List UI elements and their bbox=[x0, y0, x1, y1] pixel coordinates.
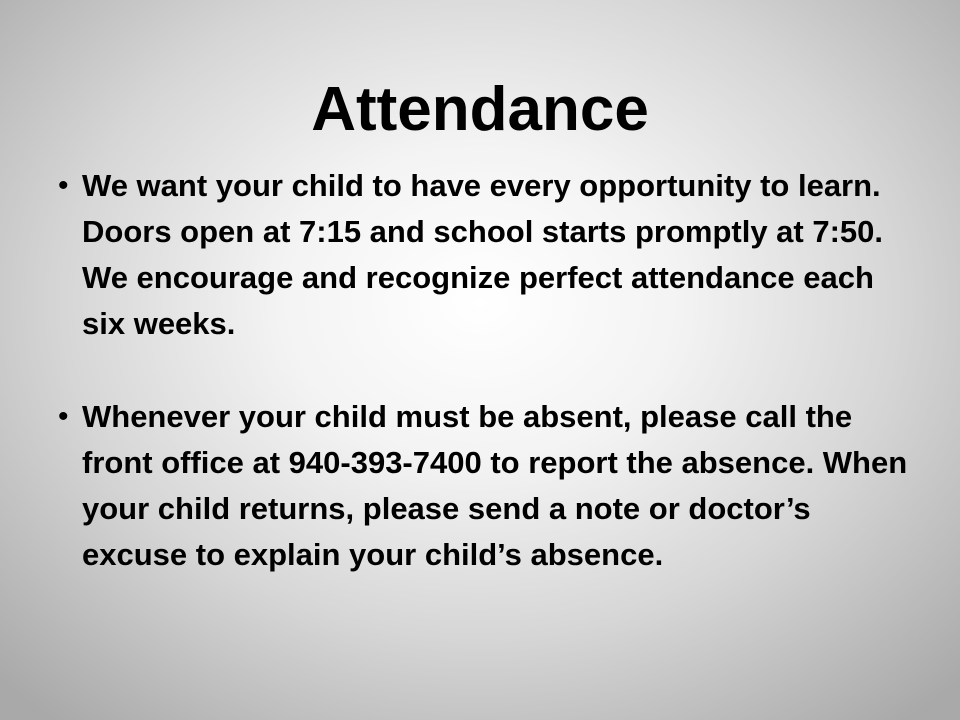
slide-title: Attendance bbox=[311, 75, 649, 144]
bullet-text: We want your child to have every opportunity to learn. Doors open at 7:15 and school starts promptly at 7:50. We encourage and recognize perfect attendance each six weeks. bbox=[82, 168, 884, 341]
bullet-marker: • bbox=[58, 400, 69, 433]
bullet-item-absence bbox=[58, 394, 912, 578]
bullet-list bbox=[58, 163, 912, 625]
bullet-item-doors-open bbox=[58, 163, 912, 347]
bullet-text: Whenever your child must be absent, please call the front office at 940-393-7400 to report the absence. When your child returns, please send a note or doctor’s excuse to explain your child’s absence. bbox=[82, 399, 908, 572]
bullet-marker: • bbox=[58, 169, 69, 202]
